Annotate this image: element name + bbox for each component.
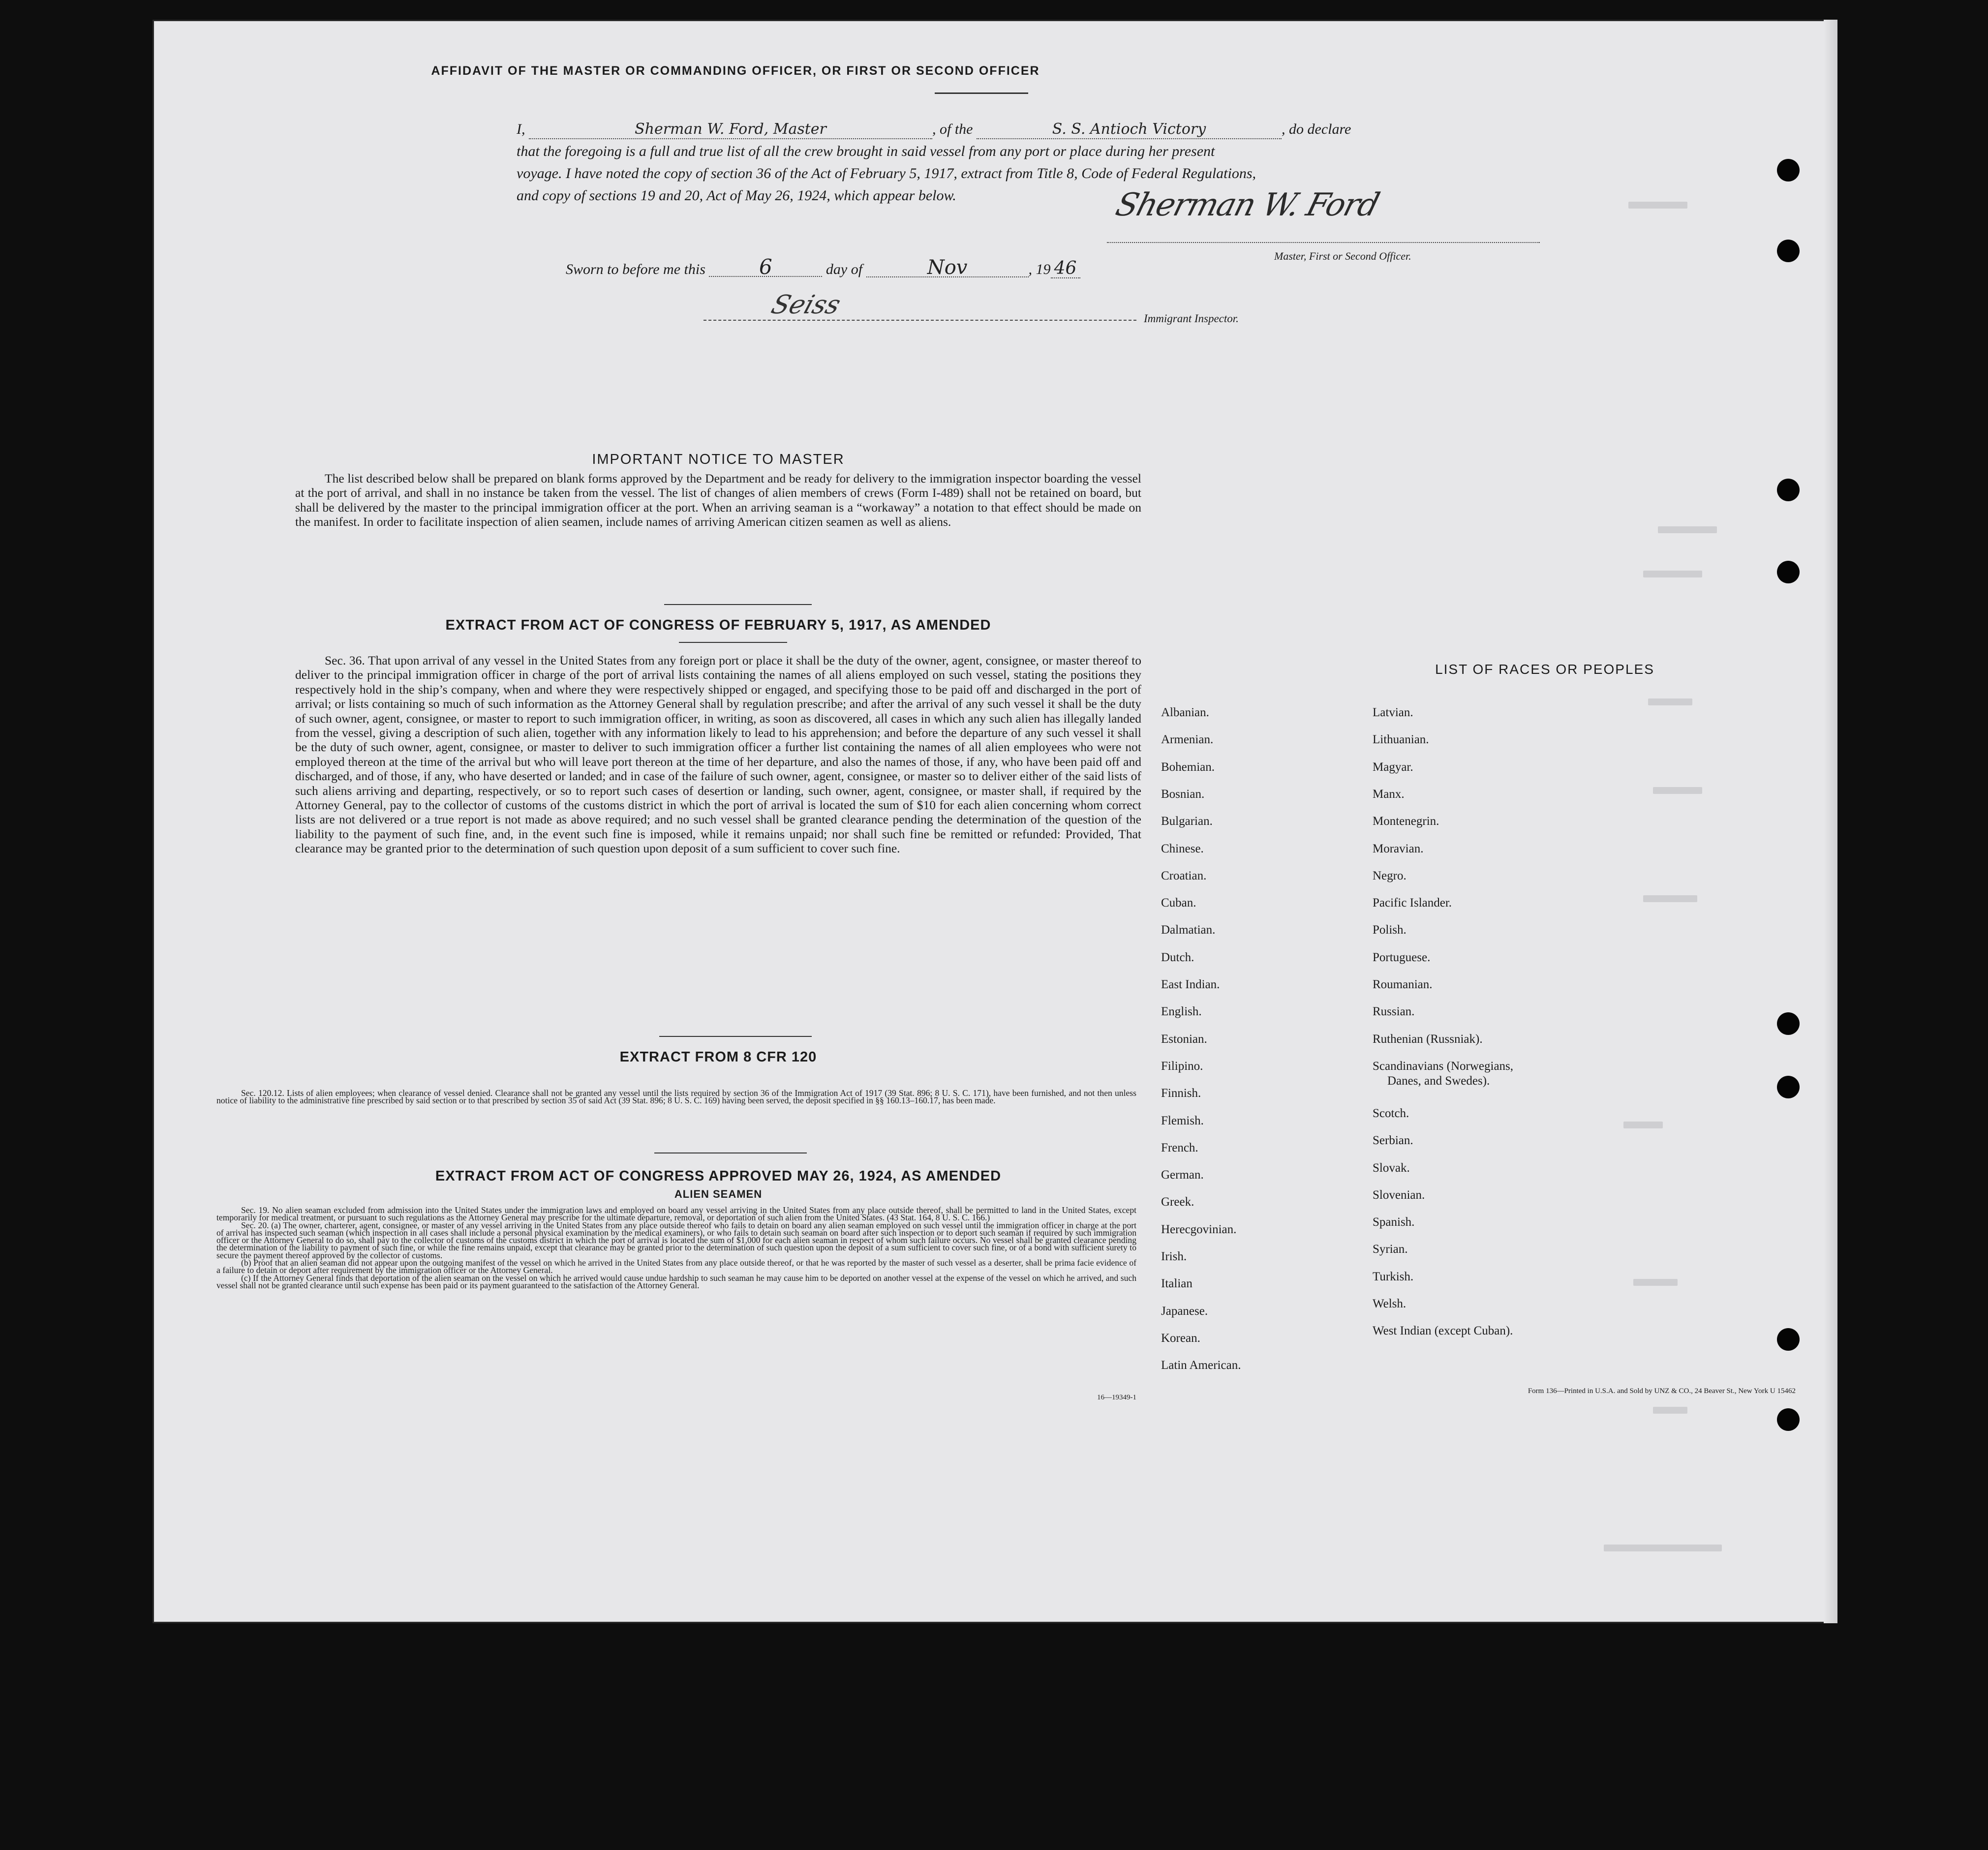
race-item: French. xyxy=(1161,1141,1198,1154)
race-item: Estonian. xyxy=(1161,1032,1207,1046)
race-item: Korean. xyxy=(1161,1331,1200,1345)
section-120-paragraph: Sec. 120.12. Lists of alien employees; when clearance of vessel denied. Clearance shall not be granted any vessel until the lists required by section 36 of the Immigration Act of 1917 (39 Stat. 896; 8 U. S. C. 171), have been furnished, and not then unless notice of liability to the administrative fine prescribed by said section or to that prescribed by section 35 of said Act (39 Stat. 896; 8 U. S. C. 169) having been served, the deposit specified in §§ 160.13–160.17, has been made. xyxy=(216,1088,1136,1106)
race-item: Russian. xyxy=(1373,1005,1415,1019)
race-item: Manx. xyxy=(1373,787,1405,801)
extract-cfr-divider xyxy=(654,1152,807,1153)
race-item: Flemish. xyxy=(1161,1114,1204,1127)
extract-1917-divider xyxy=(659,1036,812,1037)
race-item: Pacific Islander. xyxy=(1373,896,1452,910)
race-item: Dalmatian. xyxy=(1161,923,1216,937)
race-item: Latin American. xyxy=(1161,1359,1241,1372)
binder-hole xyxy=(1777,1012,1800,1035)
race-item: Bosnian. xyxy=(1161,787,1205,801)
race-item: Slovak. xyxy=(1373,1161,1410,1175)
race-item: Roumanian. xyxy=(1373,978,1433,991)
printer-line: Form 136—Printed in U.S.A. and Sold by UNZ & CO., 24 Beaver St., New York U 15462 xyxy=(1528,1387,1796,1395)
extract-1917-underline xyxy=(679,642,787,643)
declaration-of-the: , of the xyxy=(932,121,973,137)
sworn-month-field: Nov xyxy=(866,259,1029,277)
affidavit-title: AFFIDAVIT OF THE MASTER OR COMMANDING OFFICER, OR FIRST OR SECOND OFFICER xyxy=(431,64,1040,78)
race-item: Magyar. xyxy=(1373,760,1413,774)
sworn-year-field: 46 xyxy=(1051,260,1080,278)
notice-body xyxy=(295,471,1141,529)
extract-1917-heading: EXTRACT FROM ACT OF CONGRESS OF FEBRUARY 5, 1917, AS AMENDED xyxy=(445,617,991,633)
extract-1917-body xyxy=(295,653,1141,856)
race-item: Danes, and Swedes). xyxy=(1387,1074,1490,1088)
section-19-paragraph: Sec. 19. No alien seaman excluded from admission into the United States under the immigration laws and employed on board any vessel arriving in the United States from any place outside thereof, shall be permitted to land in the United States, except temporarily for medical treatment, or pursuant to such regulations as the Attorney General may prescribe for the ultimate departure, removal, or deportation of such alien from the United States. (43 Stat. 164, 8 U. S. C. 166.) xyxy=(216,1205,1136,1223)
race-item: Scandinavians (Norwegians, xyxy=(1373,1059,1514,1073)
race-item: East Indian. xyxy=(1161,978,1220,991)
binder-hole xyxy=(1777,240,1800,262)
race-item: Serbian. xyxy=(1373,1134,1413,1148)
race-item: Slovenian. xyxy=(1373,1188,1425,1202)
vessel-name-field: S. S. Antioch Victory xyxy=(977,121,1282,139)
race-item: Lithuanian. xyxy=(1373,733,1429,747)
section-36-paragraph: Sec. 36. That upon arrival of any vessel in the United States from any foreign port or place it shall be the duty of the owner, agent, consignee, or master thereof to deliver to the principal immigration officer in charge of the port of arrival lists containing the names of all aliens employed on such vessel, stating the positions they respectively hold in the ship’s company, when and where they were respectively shipped or engaged, and specifying those to be paid off and discharged in the port of arrival; or lists containing so much of such information as the Attorney General shall by regulation prescribe; and after the arrival of any such vessel it shall be the duty of such owner, agent, consignee, or master to report to such immigration officer, in writing, as soon as discovered, all cases in which any such alien has illegally landed from the vessel, giving a description of such alien, together with any information likely to lead to his apprehension; and before the departure of any such vessel it shall be the duty of such owner, agent, consignee, or master to deliver to such immigration officer a further list containing the names of all alien employees who were not employed thereon at the time of the arrival but who will leave port thereon at the time of her departure, and also the names of those, if any, who have been paid off and discharged, and of those, if any, who have deserted or landed; and in case of the failure of such owner, agent, consignee, or master so to deliver either of the said lists of such aliens arriving and departing, respectively, or so to report such cases of desertion or landing, such owner, agent, consignee, or master shall, if required by the Attorney General, pay to the collector of customs of the customs district in which the port of arrival is located the sum of $10 for each alien concerning whom correct lists are not delivered or a true report is not made as above required; and no such vessel shall be granted clearance pending the determination of the question of the liability to the payment of such fine, and, in the event such fine is imposed, while it remains unpaid; nor shall such fine be remitted or refunded: Provided, That clearance may be granted prior to the determination of such question upon deposit of a sum sufficient to cover such fine. xyxy=(295,653,1141,856)
sworn-day-of: day of xyxy=(826,261,863,277)
race-item: Chinese. xyxy=(1161,842,1204,855)
extract-cfr-heading: EXTRACT FROM 8 CFR 120 xyxy=(619,1049,817,1065)
race-item: Japanese. xyxy=(1161,1304,1208,1318)
race-item: English. xyxy=(1161,1005,1202,1019)
race-item: Armenian. xyxy=(1161,733,1214,747)
extract-1924-body xyxy=(216,1207,1136,1289)
race-item: Spanish. xyxy=(1373,1215,1415,1229)
sworn-prefix: Sworn to before me this xyxy=(566,261,705,277)
declaration-line-4: and copy of sections 19 and 20, Act of May 26, 1924, which appear below. xyxy=(517,187,956,204)
binder-hole xyxy=(1777,561,1800,583)
binder-hole xyxy=(1777,1408,1800,1431)
declaration-pronoun: I, xyxy=(517,121,525,137)
affidavit-declaration xyxy=(517,118,1609,207)
race-item: Turkish. xyxy=(1373,1270,1414,1283)
sworn-year-prefix: , 19 xyxy=(1028,261,1051,277)
race-item: Moravian. xyxy=(1373,842,1424,855)
binder-hole xyxy=(1777,159,1800,182)
binder-hole xyxy=(1777,1076,1800,1098)
race-item: Negro. xyxy=(1373,869,1407,882)
race-item: Ruthenian (Russniak). xyxy=(1373,1032,1483,1046)
section-20c-paragraph: (c) If the Attorney General finds that deportation of the alien seaman on the vessel on which he arrived would cause undue hardship to such seaman he may cause him to be deported on another vessel at the expense of the vessel on which he arrived, and such vessel shall not be granted clearance until such expense has been paid or its payment guaranteed to the satisfaction of the Attorney General. xyxy=(216,1273,1136,1290)
race-item: Bohemian. xyxy=(1161,760,1215,774)
race-item: Albanian. xyxy=(1161,706,1209,719)
extract-cfr-body xyxy=(216,1090,1136,1105)
master-name-field: Sherman W. Ford, Master xyxy=(529,121,932,139)
inspector-caption: Immigrant Inspector. xyxy=(1144,312,1239,325)
races-heading: LIST OF RACES OR PEOPLES xyxy=(1435,662,1654,677)
race-item: Croatian. xyxy=(1161,869,1207,882)
inspector-signature: Seiss xyxy=(767,290,845,320)
race-item: Welsh. xyxy=(1373,1297,1407,1310)
declaration-line-3: voyage. I have noted the copy of section 36 of the Act of February 5, 1917, extract from Title 8, Code of Federal Regulations, xyxy=(517,165,1256,182)
race-item: Scotch. xyxy=(1373,1106,1409,1120)
race-item: Syrian. xyxy=(1373,1243,1408,1256)
race-item: German. xyxy=(1161,1168,1204,1182)
section-20b-paragraph: (b) Proof that an alien seaman did not appear upon the outgoing manifest of the vessel on which he arrived in the United States from any place outside thereof, or that he was reported by the master of such vessel as a deserter, shall be prima facie evidence of a failure to detain or deport after requirement by the immigration officer or the Attorney General. xyxy=(216,1258,1136,1275)
race-item: Dutch. xyxy=(1161,950,1194,964)
section-20a-paragraph: Sec. 20. (a) The owner, charterer, agent, consignee, or master of any vessel arriving in the United States from any place outside thereof who fails to detain on board any alien seaman employed on such vessel until the immigration officer in charge at the port of arrival has inspected such seaman (which inspection in all cases shall include a personal physical examination by the medical examiners), or who fails to detain such seaman on board after such inspection or to deport such seaman if required by such immigration officer or the Attorney General to do so, shall pay to the collector of customs of the customs district in which the port of arrival is located the sum of $1,000 for each alien seaman in respect of whom such failure occurs. No vessel shall be granted clearance pending the determination of the liability to payment of such fine, or while the fine remains unpaid, except that clearance may be granted prior to the determination of such question upon the deposit of a sum sufficient to cover such fine, or of a bond with sufficient surety to secure the payment thereof approved by the collector of customs. xyxy=(216,1220,1136,1260)
declaration-line-2: that the foregoing is a full and true list of all the crew brought in said vessel from any port or place during her present xyxy=(517,143,1215,159)
binder-hole xyxy=(1777,1328,1800,1351)
race-item: Italian xyxy=(1161,1277,1193,1291)
race-item: Cuban. xyxy=(1161,896,1196,910)
race-item: Bulgarian. xyxy=(1161,815,1213,828)
sworn-day-field: 6 xyxy=(709,258,822,277)
race-item: Portuguese. xyxy=(1373,950,1431,964)
master-signature: Sherman W. Ford xyxy=(1112,187,1383,223)
form-number: 16—19349-1 xyxy=(1097,1394,1136,1401)
alien-seamen-subheading: ALIEN SEAMEN xyxy=(674,1188,763,1200)
race-item: Greek. xyxy=(1161,1195,1194,1209)
race-item: Herecgovinian. xyxy=(1161,1222,1237,1236)
title-divider xyxy=(935,92,1028,94)
notice-divider xyxy=(664,604,812,605)
binder-hole xyxy=(1777,479,1800,501)
race-item: Latvian. xyxy=(1373,706,1413,719)
race-item: West Indian (except Cuban). xyxy=(1373,1324,1513,1338)
declaration-do-declare: , do declare xyxy=(1282,121,1351,137)
extract-1924-heading: EXTRACT FROM ACT OF CONGRESS APPROVED MAY 26, 1924, AS AMENDED xyxy=(435,1168,1002,1184)
race-item: Filipino. xyxy=(1161,1059,1203,1073)
document-page xyxy=(153,20,1837,1623)
race-item: Irish. xyxy=(1161,1250,1187,1263)
race-item: Finnish. xyxy=(1161,1087,1201,1100)
notice-heading: IMPORTANT NOTICE TO MASTER xyxy=(592,452,845,467)
sworn-statement xyxy=(566,255,1080,279)
master-signature-caption: Master, First or Second Officer. xyxy=(1274,250,1411,262)
race-item: Polish. xyxy=(1373,923,1407,937)
race-item: Montenegrin. xyxy=(1373,815,1439,828)
notice-paragraph: The list described below shall be prepared on blank forms approved by the Department and be ready for delivery to the immigration inspector boarding the vessel at the port of arrival, and shall in no instance be taken from the vessel. The list of changes of alien members of crews (Form I-489) shall not be retained on board, but shall be delivered by the master to the principal immigration officer at the port. When an arriving seaman is a “workaway” a notation to that effect should be made on the manifest. In order to facilitate inspection of alien seamen, include names of arriving American citizen seamen as well as aliens. xyxy=(295,471,1141,529)
